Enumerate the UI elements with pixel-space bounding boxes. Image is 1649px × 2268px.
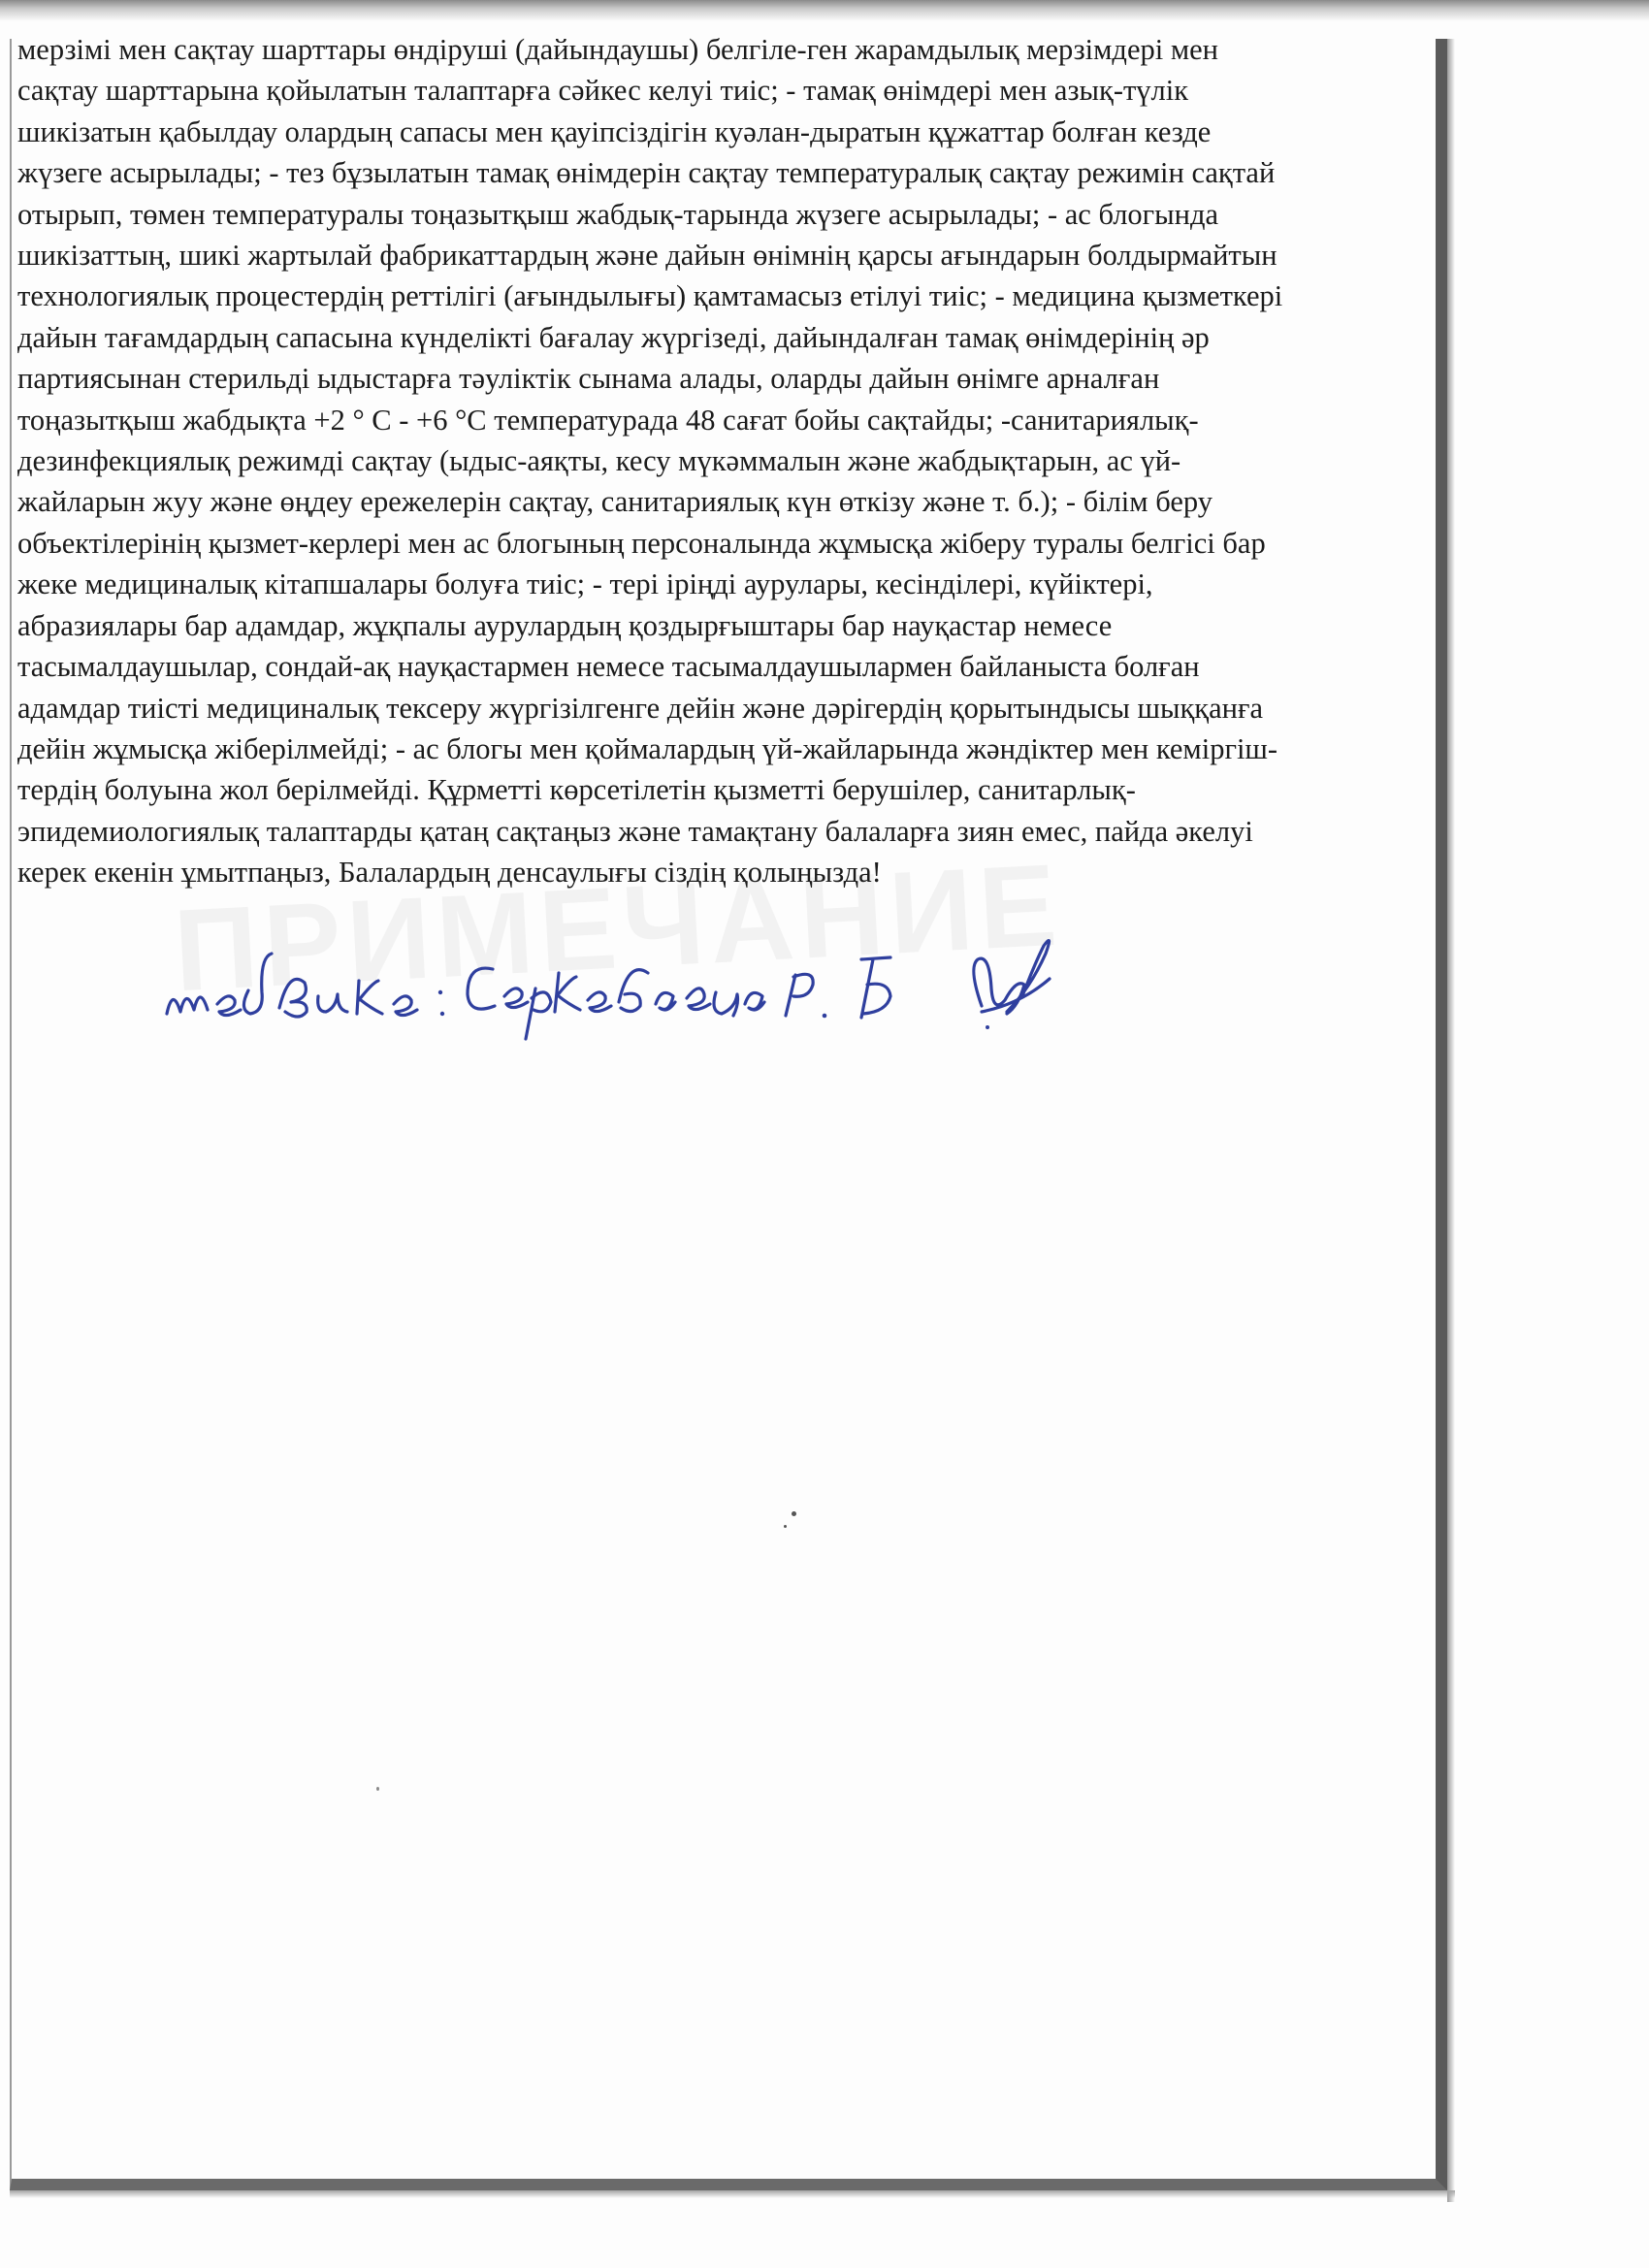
document-body (17, 29, 1422, 893)
scan-speck (792, 1511, 796, 1516)
handwritten-signature (155, 907, 1106, 1072)
body-line: тердің болуына жол берілмейді. Құрметті көрсетілетін қызметті берушілер, санитарлық- (17, 773, 1136, 807)
body-line: тоңазытқыш жабдықта +2 ° С - +6 °С температурада 48 сағат бойы сақтайды; -санитариялық- (17, 403, 1199, 437)
body-line: шикізаттың, шикі жартылай фабрикаттардың және дайын өнімнің қарсы ағындарын болдырмайтын (17, 239, 1277, 273)
body-line: жайларын жуу және өңдеу ережелерін сақтау, санитариялық күн өткізу және т. б.); - білім беру (17, 485, 1212, 519)
body-line: дайын тағамдардың сапасына күнделікті бағалау жүргізеді, дайындалған тамақ өнімдерінің әр (17, 320, 1210, 354)
signature-drawing (155, 907, 1106, 1072)
body-line: объектілерінің қызмет-керлері мен ас блогының персоналында жұмысқа жіберу туралы белгісі бар (17, 526, 1266, 560)
body-line: тасымалдаушылар, сондай-ақ науқастармен немесе тасымалдаушылармен байланыста болған (17, 650, 1200, 684)
page-frame-shadow (1447, 39, 1455, 2202)
body-line: дейін жұмысқа жіберілмейді; - ас блогы мен қоймалардың үй-жайларында жәндіктер мен кеміргіш- (17, 731, 1278, 765)
body-line: технологиялық процестердің реттілігі (ағындылығы) қамтамасыз етілуі тиіс; - медицина қызметкері (17, 279, 1283, 313)
body-line: керек екенін ұмытпаңыз, Балалардың денсаулығы сіздің қолыңызда! (17, 856, 882, 890)
body-line: эпидемиологиялық талаптарды қатаң сақтаңыз және тамақтану балаларға зиян емес, пайда әкелуі (17, 814, 1253, 848)
body-line: партиясынан стерильді ыдыстарға тәуліктік сынама алады, оларды дайын өнімге арналған (17, 362, 1160, 396)
body-line: мерзімі мен сақтау шарттары өндіруші (дайындаушы) белгіле-ген жарамдылық мерзімдері мен (17, 33, 1218, 66)
body-line: дезинфекциялық режимді сақтау (ыдыс-аяқты, кесу мүкәммалын және жабдықтарын, ас үй- (17, 444, 1181, 478)
body-line: жеке медициналық кітапшалары болуға тиіс; - тері іріңді аурулары, кесінділері, күйіктері, (17, 567, 1153, 601)
body-line: отырып, төмен температуралы тоңазытқыш жабдық-тарында жүзеге асырылады; - ас блогында (17, 197, 1219, 231)
scan-speck (784, 1525, 787, 1528)
body-line: абразиялары бар адамдар, жұқпалы аурулардың қоздырғыштары бар науқастар немесе (17, 608, 1113, 642)
body-line: жүзеге асырылады; - тез бұзылатын тамақ өнімдерін сақтау температуралық сақтау режимін сақтай (17, 156, 1276, 190)
body-line: адамдар тиісті медициналық тексеру жүргізілгенге дейін және дәрігердің қорытындысы шыққанға (17, 691, 1263, 725)
scan-top-shadow (0, 0, 1649, 21)
scan-speck (376, 1787, 379, 1791)
body-line: шикізатын қабылдау олардың сапасы мен қауіпсіздігін куәлан-дыратын құжаттар болған кезде (17, 114, 1212, 148)
body-line: сақтау шарттарына қойылатын талаптарға сәйкес келуі тиіс; - тамақ өнімдері мен азық-түлік (17, 74, 1189, 108)
page-bottom-shadow (10, 2190, 1455, 2198)
